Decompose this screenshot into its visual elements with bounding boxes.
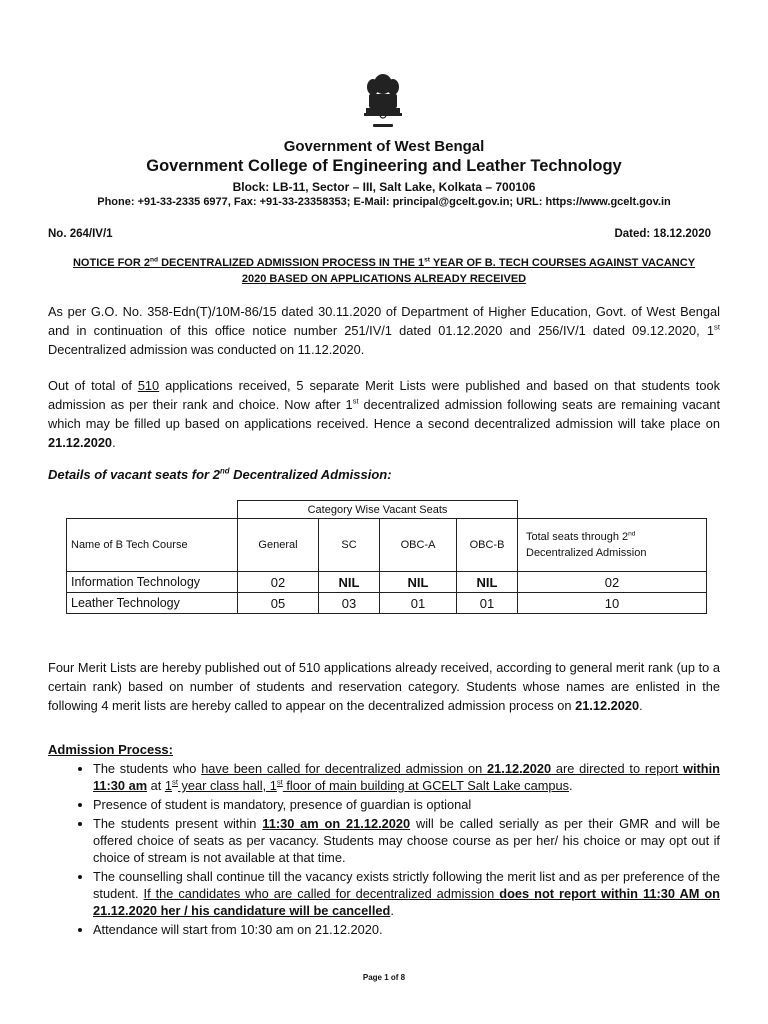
item-text: within 11:30 am (93, 761, 720, 793)
subject-sup: st (424, 256, 430, 264)
course-name: Leather Technology (67, 593, 238, 614)
item-text: 21.12.2020 (487, 761, 552, 776)
total-seats: 10 (518, 593, 707, 614)
col-total (518, 519, 707, 572)
para-text: Four Merit Lists are hereby published out of 510 applications already received, according to general merit rank (up to a certain rank) based on number of students and reservation category. Students whose names are enlisted in the following 4 merit lists are hereby called to appear on the decentralized admission process on (48, 660, 720, 713)
item-text: . (390, 903, 394, 918)
subject-part: YEAR OF B. TECH COURSES AGAINST VACANCY (429, 257, 696, 269)
sc-seats: 03 (319, 593, 380, 614)
item-text: . (569, 778, 573, 793)
item-sup: st (276, 777, 283, 787)
table-row (67, 572, 707, 593)
para-text: . (112, 435, 116, 450)
page-number: Page 1 of 8 (362, 973, 406, 982)
obc-b-seats: 01 (457, 593, 518, 614)
total-seats: 02 (518, 572, 707, 593)
table-blank-cell (518, 501, 707, 519)
govt-title: Government of West Bengal (283, 138, 485, 155)
col-course: Name of B Tech Course (67, 519, 238, 572)
item-sup: st (172, 777, 178, 787)
national-emblem-icon (357, 70, 409, 132)
table-blank-cell (67, 501, 238, 519)
item-text: year class hall, 1 (177, 778, 277, 793)
para-text: . (639, 698, 643, 713)
admission-date: 21.12.2020 (575, 698, 640, 713)
obc-a-seats: NIL (380, 572, 457, 593)
college-title: Government College of Engineering and Leather Technology (146, 157, 622, 175)
item-text: at (147, 778, 165, 793)
obc-a-seats: 01 (380, 593, 457, 614)
item-text: 1 (164, 778, 172, 793)
notice-subject (48, 255, 720, 287)
list-item: • Presence of student is mandatory, presence of guardian is optional (93, 796, 720, 813)
item-text: are directed to report (551, 761, 684, 776)
para-text: As per G.O. No. 358-Edn(T)/10M-86/15 dated 30.11.2020 of Department of Higher Education, Govt. of West Bengal and in continuation of this office notice number 251/IV/1 dated 01.12.2020 and 256/IV/1 dated 09.12.2020, 1 (48, 304, 720, 338)
admission-date: 21.12.2020 (48, 435, 113, 450)
paragraph-2 (48, 376, 720, 452)
general-seats: 05 (238, 593, 319, 614)
col-total-sup: nd (628, 530, 636, 538)
heading-text: Decentralized Admission: (229, 467, 392, 482)
course-name: Information Technology (67, 572, 238, 593)
heading-text: Details of vacant seats for 2 (48, 467, 220, 482)
list-item: • Attendance will start from 10:30 am on 21.12.2020. (93, 921, 720, 938)
item-text: The students who (93, 761, 202, 776)
item-text: 11:30 am on 21.12.2020 (262, 816, 411, 831)
admission-process-list (48, 760, 720, 940)
item-text: have been called for decentralized admission on (201, 761, 488, 776)
para-text: decentralized admission following seats are remaining vacant which may be filled up based on applications received. Hence a second decentralized admission will take place on (48, 397, 720, 431)
item-text: The counselling shall continue till the vacancy exists strictly following the merit list and as per preference of the student. (93, 869, 720, 901)
list-item (93, 868, 720, 919)
paragraph-1 (48, 302, 720, 359)
col-obc-a: OBC-A (380, 519, 457, 572)
college-address: Block: LB-11, Sector – III, Salt Lake, Kolkata – 700106 (232, 180, 536, 194)
reference-line (48, 228, 711, 240)
applications-count: 510 (137, 378, 160, 393)
para-text: Out of total of (48, 378, 138, 393)
col-total-text: Decentralized Admission (526, 547, 647, 559)
table-row (67, 593, 707, 614)
college-contact: Phone: +91-33-2335 6977, Fax: +91-33-23358353; E-Mail: principal@gcelt.gov.in; URL: https://www.gcelt.gov.in (97, 196, 671, 208)
category-group-header: Category Wise Vacant Seats (238, 501, 518, 519)
subject-sup: nd (149, 256, 159, 264)
col-obc-b: OBC-B (457, 519, 518, 572)
col-sc: SC (319, 519, 380, 572)
col-total-text: Total seats through 2 (526, 531, 629, 543)
list-item (93, 760, 720, 794)
general-seats: 02 (238, 572, 319, 593)
item-text: floor of main building at GCELT Salt Lake campus (282, 778, 569, 793)
notice-date: Dated: 18.12.2020 (614, 228, 711, 240)
list-item (93, 815, 720, 866)
table-header-row (67, 519, 707, 572)
item-text: If the candidates who are called for decentralized admission (143, 886, 500, 901)
vacant-seats-table (66, 500, 707, 614)
obc-b-seats: NIL (457, 572, 518, 593)
heading-sup: nd (219, 466, 230, 476)
item-text: does not report within 11:30 AM on 21.12.2020 her / his candidature will be cancelled (93, 886, 720, 918)
subject-part: DECENTRALIZED ADMISSION PROCESS IN THE 1 (158, 257, 425, 269)
item-text: will be called serially as per their GMR and will be offered choice of seats as per vacancy. Students may choose course as per her/ his choice or may opt out if choice of stream is not available at that time. (93, 816, 720, 865)
item-text: The students present within (93, 816, 263, 831)
para-text: Decentralized admission was conducted on 11.12.2020. (48, 342, 365, 357)
subject-part: NOTICE FOR 2 (72, 257, 150, 269)
admission-process-heading: Admission Process: (48, 742, 173, 757)
para-text: applications received, 5 separate Merit Lists were published and based on that students took admission as per their rank and choice. Now after 1 (48, 378, 720, 412)
notice-number: No. 264/IV/1 (48, 228, 113, 240)
paragraph-3 (48, 658, 720, 715)
sc-seats: NIL (319, 572, 380, 593)
para-sup: st (714, 322, 720, 332)
vacant-seats-heading (48, 467, 392, 482)
subject-part: 2020 BASED ON APPLICATIONS ALREADY RECEIVED (241, 273, 527, 285)
col-general: General (238, 519, 319, 572)
para-sup: st (352, 396, 359, 406)
